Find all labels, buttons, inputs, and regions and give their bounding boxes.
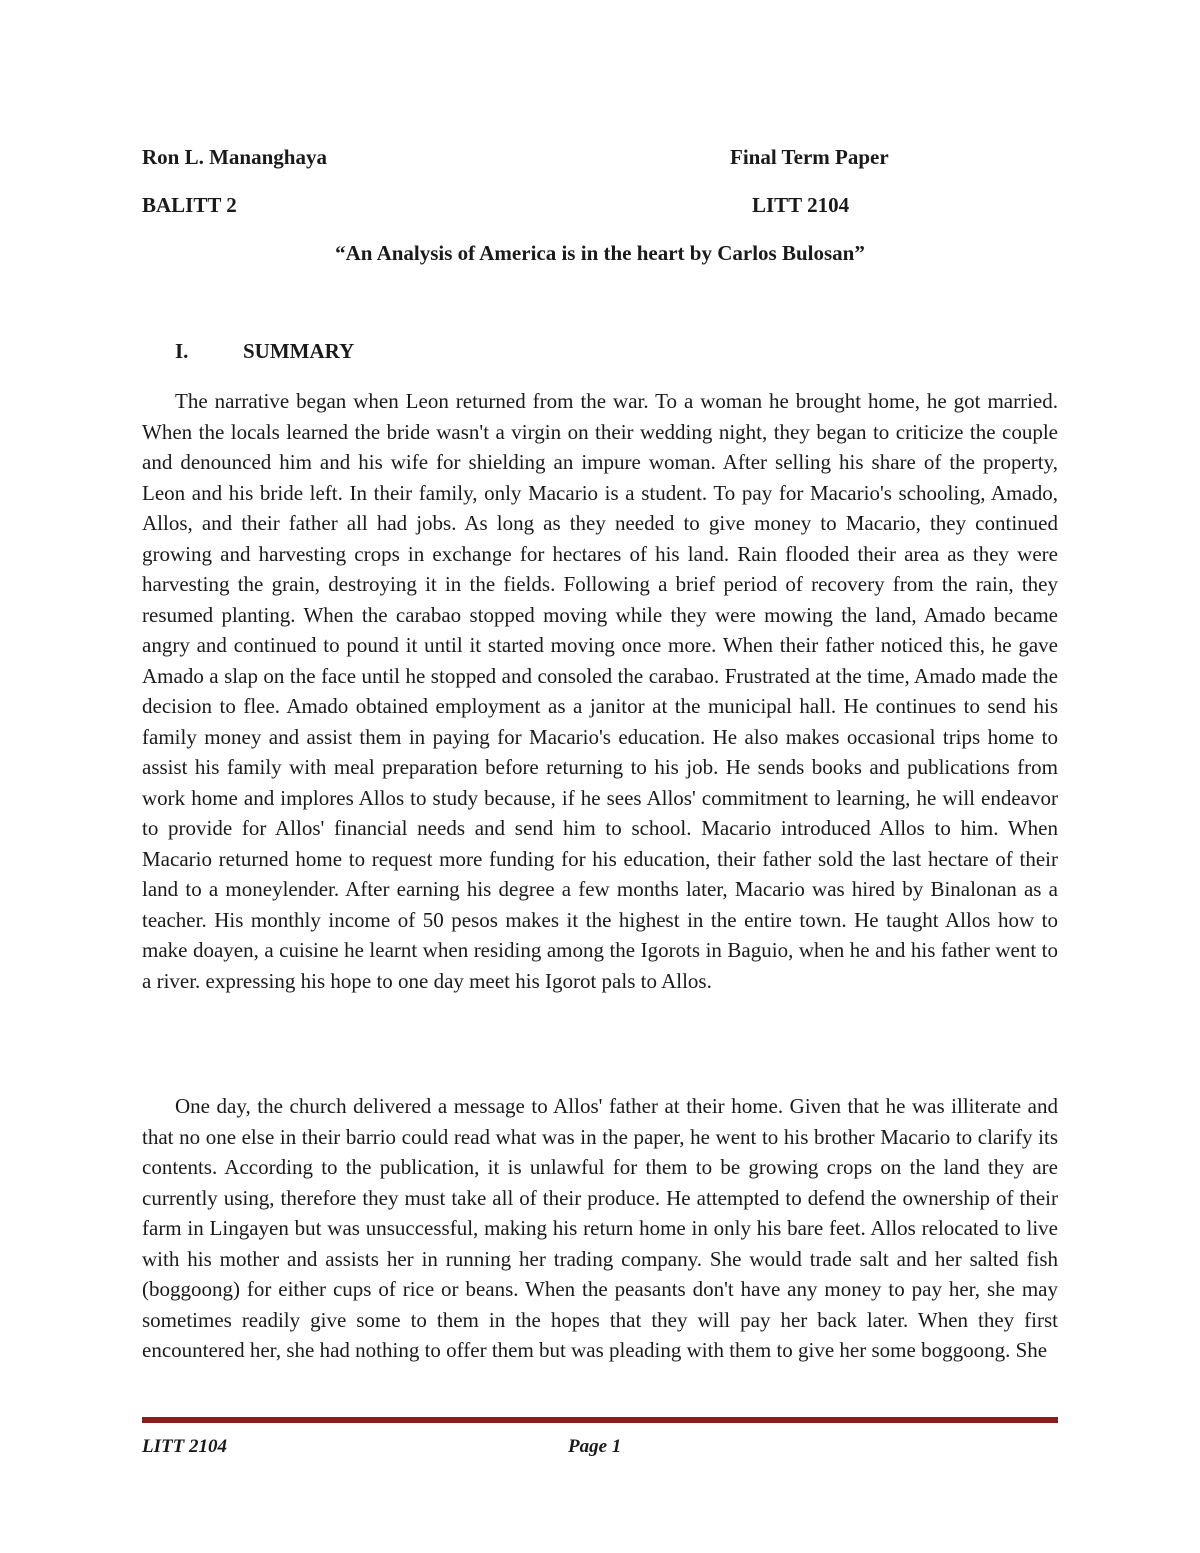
footer-page-number: Page 1	[568, 1436, 622, 1457]
course-code: LITT 2104	[752, 193, 850, 217]
paper-type: Final Term Paper	[730, 145, 889, 169]
paper-title: “An Analysis of America is in the heart by Carlos Bulosan”	[335, 241, 865, 265]
footer-divider	[142, 1417, 1058, 1423]
author-name: Ron L. Mananghaya	[142, 145, 327, 169]
footer-course: LITT 2104	[142, 1436, 227, 1457]
program-code: BALITT 2	[142, 193, 237, 217]
section-title: SUMMARY	[243, 339, 355, 363]
section-heading	[175, 339, 354, 363]
summary-paragraph-2: One day, the church delivered a message to Allos' father at their home. Given that he was illiterate and that no one else in their barrio could read what was in the paper, he went to his brother Macario to clarify its contents. According to the publication, it is unlawful for them to be growing crops on the land they are currently using, therefore they must take all of their produce. He attempted to defend the ownership of their farm in Lingayen but was unsuccessful, making his return home in only his bare feet. Allos relocated to live with his mother and assists her in running her trading company. She would trade salt and her salted fish (boggoong) for either cups of rice or beans. When the peasants don't have any money to pay her, she may sometimes readily give some to them in the hopes that they will pay her back later. When they first encountered her, she had nothing to offer them but was pleading with them to give her some boggoong. She	[142, 1094, 1058, 1362]
summary-paragraph-1: The narrative began when Leon returned from the war. To a woman he brought home, he got married. When the locals learned the bride wasn't a virgin on their wedding night, they began to criticize the couple and denounced him and his wife for shielding an impure woman. After selling his share of the property, Leon and his bride left. In their family, only Macario is a student. To pay for Macario's schooling, Amado, Allos, and their father all had jobs. As long as they needed to give money to Macario, they continued growing and harvesting crops in exchange for hectares of his land. Rain flooded their area as they were harvesting the grain, destroying it in the fields. Following a brief period of recovery from the rain, they resumed planting. When the carabao stopped moving while they were mowing the land, Amado became angry and continued to pound it until it started moving once more. When their father noticed this, he gave Amado a slap on the face until he stopped and consoled the carabao. Frustrated at the time, Amado made the decision to flee. Amado obtained employment as a janitor at the municipal hall. He continues to send his family money and assist them in paying for Macario's education. He also makes occasional trips home to assist his family with meal preparation before returning to his job. He sends books and publications from work home and implores Allos to study because, if he sees Allos' commitment to learning, he will endeavor to provide for Allos' financial needs and send him to school. Macario introduced Allos to him. When Macario returned home to request more funding for his education, their father sold the last hectare of their land to a moneylender. After earning his degree a few months later, Macario was hired by Binalonan as a teacher. His monthly income of 50 pesos makes it the highest in the entire town. He taught Allos how to make doayen, a cuisine he learnt when residing among the Igorots in Baguio, when he and his father went to a river. expressing his hope to one day meet his Igorot pals to Allos.	[142, 389, 1058, 993]
section-number: I.	[175, 339, 189, 363]
